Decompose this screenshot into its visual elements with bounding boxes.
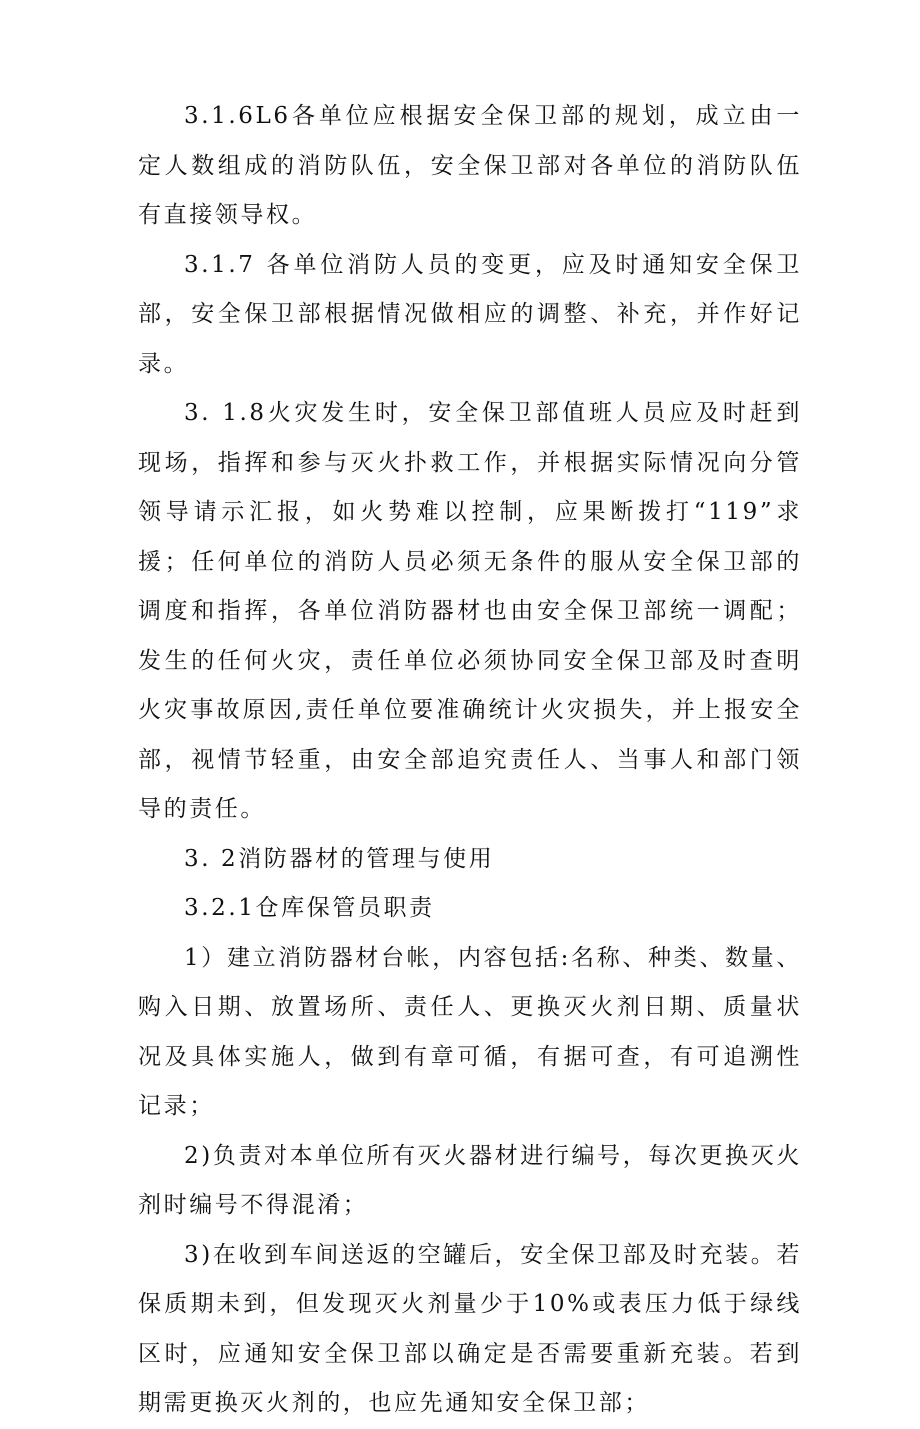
- paragraph-3-1-6: 3.1.6L6各单位应根据安全保卫部的规划，成立由一定人数组成的消防队伍，安全保卫部对各单位的消防队伍有直接领导权。: [138, 103, 802, 228]
- list-item-2: 2)负责对本单位所有灭火器材进行编号，每次更换灭火剂时编号不得混淆；: [138, 1142, 802, 1218]
- list-item-3: 3)在收到车间送返的空罐后，安全保卫部及时充装。若保质期未到，但发现灭火剂量少于10%或表压力低于绿线区时，应通知安全保卫部以确定是否需要重新充装。若到期需更换灭火剂的，也应先通知安全保卫部；: [138, 1241, 802, 1416]
- section-heading-3-2: 3. 2消防器材的管理与使用: [184, 845, 495, 872]
- paragraph-3-1-8: 3. 1.8火灾发生时，安全保卫部值班人员应及时赶到现场，指挥和参与灭火扑救工作，并根据实际情况向分管领导请示汇报，如火势难以控制，应果断拨打“119”求援；任何单位的消防人员必须无条件的服从安全保卫部的调度和指挥，各单位消防器材也由安全保卫部统一调配；发生的任何火灾，责任单位必须协同安全保卫部及时查明火灾事故原因,责任单位要准确统计火灾损失，并上报安全部，视情节轻重，由安全部追究责任人、当事人和部门领导的责任。: [138, 400, 802, 822]
- subsection-heading-3-2-1: 3.2.1仓库保管员职责: [184, 895, 435, 921]
- document-page: [138, 92, 802, 1429]
- list-item-1: 1）建立消防器材台帐，内容包括:名称、种类、数量、购入日期、放置场所、责任人、更换灭火剂日期、质量状况及具体实施人，做到有章可循，有据可查，有可追溯性记录；: [138, 944, 802, 1119]
- paragraph-3-1-7: 3.1.7 各单位消防人员的变更，应及时通知安全保卫部，安全保卫部根据情况做相应的调整、补充，并作好记录。: [138, 251, 802, 377]
